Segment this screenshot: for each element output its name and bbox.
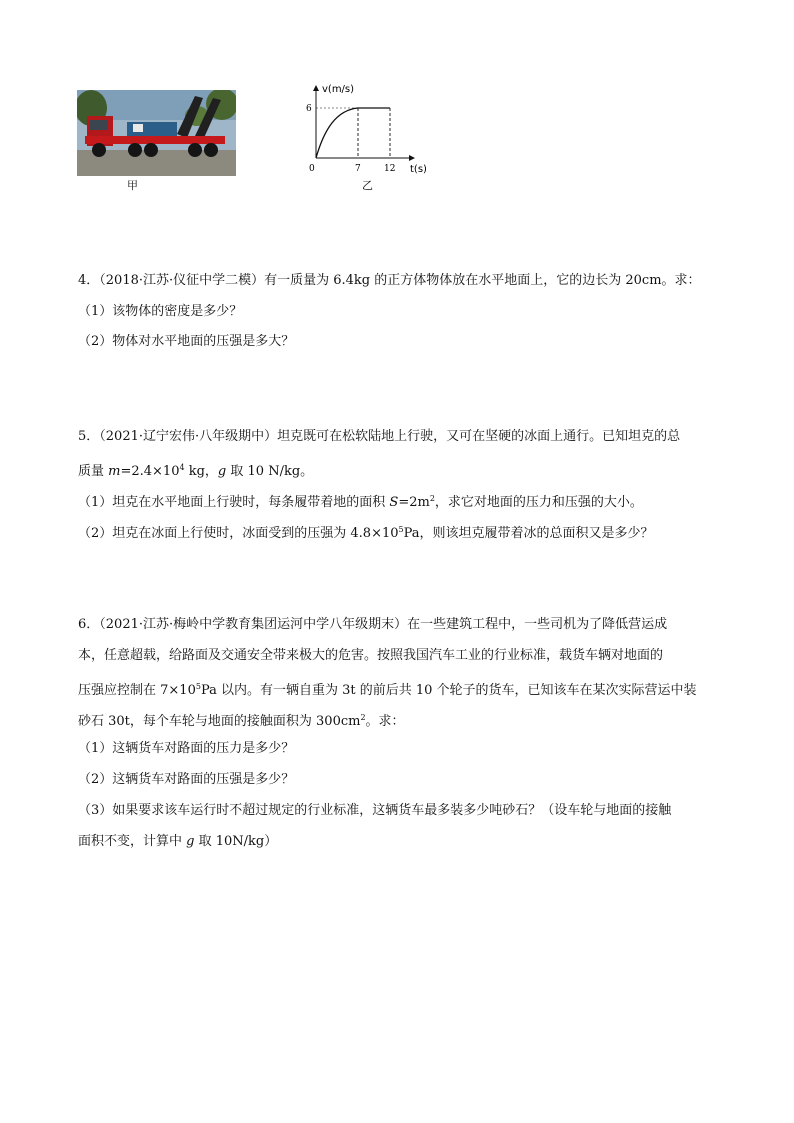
q6-line1: 6．（2021·江苏·梅岭中学教育集团运河中学八年级期末）在一些建筑工程中，一些司机为了降低营运成	[78, 617, 668, 632]
y-tick-6: 6	[306, 104, 312, 114]
q6-line2: 本，任意超载，给路面及交通安全带来极大的危害。按照我国汽车工业的行业标准，载货车辆对地面的	[78, 648, 664, 663]
photo-caption: 甲	[127, 179, 138, 192]
q5-stem-line2: 质量 $m=2.4\times 10^4$ kg，g 取 10 N/kg。	[78, 463, 314, 479]
q5-sub1: （1）坦克在水平地面上行驶时，每条履带着地的面积 $S=2m^2$，求它对地面的压力和压强的大小。	[78, 494, 643, 510]
velocity-time-graph	[300, 80, 440, 180]
q4-stem: 4．（2018·江苏·仪征中学二模）有一质量为 6.4kg 的正方体物体放在水平地面上，它的边长为 20cm。求：	[78, 273, 701, 288]
q6-line3: 压强应控制在 $7\times 10^5Pa$ 以内。有一辆自重为 3t 的前后共 10 个轮子的货车，已知该车在某次实际营运中装	[78, 682, 697, 698]
q6-sub3-line1: （3）如果要求该车运行时不超过规定的行业标准，这辆货车最多装多少吨砂石？（设车轮与地面的接触	[78, 803, 672, 818]
q6-sub2: （2）这辆货车对路面的压强是多少？	[78, 772, 295, 787]
truck-photo	[77, 90, 236, 176]
x-tick-12: 12	[384, 164, 396, 174]
x-axis-label: t(s)	[410, 164, 427, 175]
graph-caption: 乙	[362, 179, 373, 192]
velocity-curve	[316, 108, 390, 158]
q5-stem-line1: 5．（2021·辽宁宏伟·八年级期中）坦克既可在松软陆地上行驶，又可在坚硬的冰面上通行。已知坦克的总	[78, 429, 681, 444]
q5-sub2: （2）坦克在冰面上行使时，冰面受到的压强为 $4.8\times 10^5Pa$，则该坦克履带着冰的总面积又是多少？	[78, 525, 654, 541]
q6-line4: 砂石 30t，每个车轮与地面的接触面积为 $300cm^2$。求：	[78, 713, 405, 729]
origin-label: 0	[309, 164, 315, 174]
q6-sub1: （1）这辆货车对路面的压力是多少？	[78, 741, 295, 756]
x-tick-7: 7	[355, 164, 361, 174]
y-axis-label: v(m/s)	[322, 84, 355, 95]
q4-sub2: （2）物体对水平地面的压强是多大？	[78, 334, 295, 349]
q4-sub1: （1）该物体的密度是多少？	[78, 304, 243, 319]
q6-sub3-line2: 面积不变，计算中 g 取 10N/kg）	[78, 834, 278, 849]
